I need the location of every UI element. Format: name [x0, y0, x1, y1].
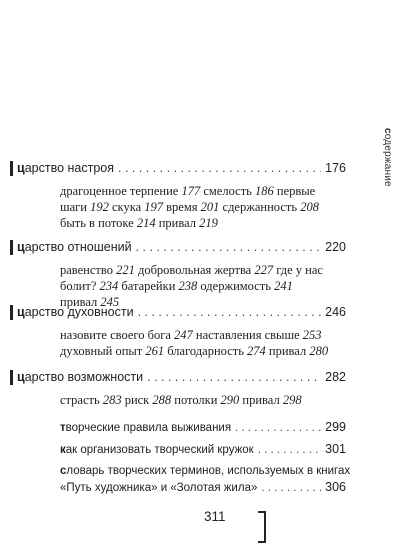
section-page: 282 — [325, 370, 346, 384]
appendix-initial: к — [60, 444, 66, 456]
toc-section-1-items — [60, 183, 332, 231]
item-page: 192 — [90, 200, 109, 214]
item-title: где у нас болит? — [60, 263, 323, 293]
item-page: 227 — [254, 263, 274, 277]
section-initial: ц — [17, 161, 25, 175]
leader-dots — [118, 161, 321, 175]
item-title: сдержанность — [219, 200, 301, 214]
item-page: 177 — [181, 184, 201, 198]
page-number-bracket — [258, 511, 266, 543]
item-title: привал — [239, 393, 283, 407]
item-title: привал — [155, 216, 200, 230]
page-number: 311 — [204, 509, 226, 524]
toc-appendix-2[interactable] — [60, 442, 346, 457]
item-title: одержимость — [197, 279, 275, 293]
running-header — [382, 128, 393, 187]
item-page: 283 — [102, 393, 122, 407]
appendix-page: 299 — [325, 420, 346, 434]
item-page: 290 — [220, 393, 240, 407]
section-title: арство отношений — [24, 240, 132, 254]
item-page: 247 — [174, 328, 193, 342]
leader-dots — [261, 481, 321, 495]
toc-section-4[interactable] — [10, 370, 346, 385]
section-page: 176 — [325, 161, 346, 175]
appendix-page: 306 — [325, 480, 346, 494]
section-marker — [10, 161, 13, 176]
item-page: 214 — [136, 216, 156, 230]
item-title: привал — [60, 295, 101, 309]
running-header-text: одержание — [382, 133, 393, 187]
appendix-title: ловарь творческих терминов, используемых в книгах — [66, 465, 351, 477]
item-page: 241 — [274, 279, 293, 293]
item-title: привал — [265, 344, 310, 358]
section-title: арство настроя — [24, 161, 114, 175]
toc-section-2[interactable] — [10, 240, 346, 255]
toc-section-4-items — [60, 392, 332, 408]
item-page: 245 — [100, 295, 120, 309]
item-page: 197 — [144, 200, 164, 214]
item-title: добровольная жертва — [134, 263, 255, 277]
item-page: 253 — [302, 328, 322, 342]
item-title: риск — [121, 393, 153, 407]
toc-section-2-items — [60, 262, 332, 310]
item-title: потолки — [171, 393, 221, 407]
toc-section-3[interactable] — [10, 305, 346, 320]
item-page: 280 — [309, 344, 329, 358]
appendix-initial: с — [60, 465, 67, 477]
section-title: арство духовности — [24, 305, 134, 319]
item-title: страсть — [60, 393, 103, 407]
item-title: духовный опыт — [60, 344, 146, 358]
appendix-title: ак организовать творческий кружок — [65, 444, 254, 456]
item-page: 234 — [99, 279, 119, 293]
item-page: 298 — [282, 393, 302, 407]
toc-appendix-3-line2[interactable] — [60, 480, 346, 495]
toc-appendix-1[interactable] — [60, 420, 346, 435]
section-initial: ц — [17, 370, 25, 384]
section-page: 220 — [325, 240, 346, 254]
toc-section-3-items — [60, 327, 332, 359]
leader-dots — [136, 240, 322, 254]
leader-dots — [235, 421, 321, 435]
leader-dots — [138, 305, 322, 319]
item-page: 274 — [247, 344, 266, 358]
appendix-initial: т — [60, 422, 66, 434]
section-initial: ц — [17, 305, 25, 319]
section-marker — [10, 240, 13, 255]
running-header-initial: с — [382, 128, 393, 134]
appendix-page: 301 — [325, 442, 346, 456]
toc-section-1[interactable] — [10, 161, 346, 176]
toc-appendix-3-line1[interactable] — [60, 464, 351, 478]
appendix-title-cont: «Путь художника» и «Золотая жила» — [60, 482, 258, 494]
item-title: наставления свыше — [192, 328, 303, 342]
item-title: быть в потоке — [60, 216, 137, 230]
item-page: 261 — [145, 344, 165, 358]
item-page: 201 — [200, 200, 220, 214]
section-marker — [10, 305, 13, 320]
leader-dots — [258, 443, 321, 457]
item-title: время — [163, 200, 201, 214]
section-page: 246 — [325, 305, 346, 319]
item-title: скука — [108, 200, 145, 214]
leader-dots — [147, 370, 321, 384]
item-title: батарейки — [118, 279, 179, 293]
item-page: 186 — [255, 184, 274, 198]
item-title: благодарность — [164, 344, 248, 358]
section-title: арство возможности — [24, 370, 144, 384]
section-marker — [10, 370, 13, 385]
item-title: смелость — [200, 184, 255, 198]
item-title: драгоценное терпение — [60, 184, 182, 198]
item-page: 238 — [178, 279, 198, 293]
item-page: 288 — [152, 393, 172, 407]
item-page: 221 — [116, 263, 135, 277]
item-title: назовите своего бога — [60, 328, 174, 342]
item-title: первые шаги — [60, 184, 316, 214]
item-page: 219 — [199, 216, 218, 230]
appendix-title: ворческие правила выживания — [65, 422, 232, 434]
section-initial: ц — [17, 240, 25, 254]
item-title: равенство — [60, 263, 117, 277]
item-page: 208 — [300, 200, 319, 214]
